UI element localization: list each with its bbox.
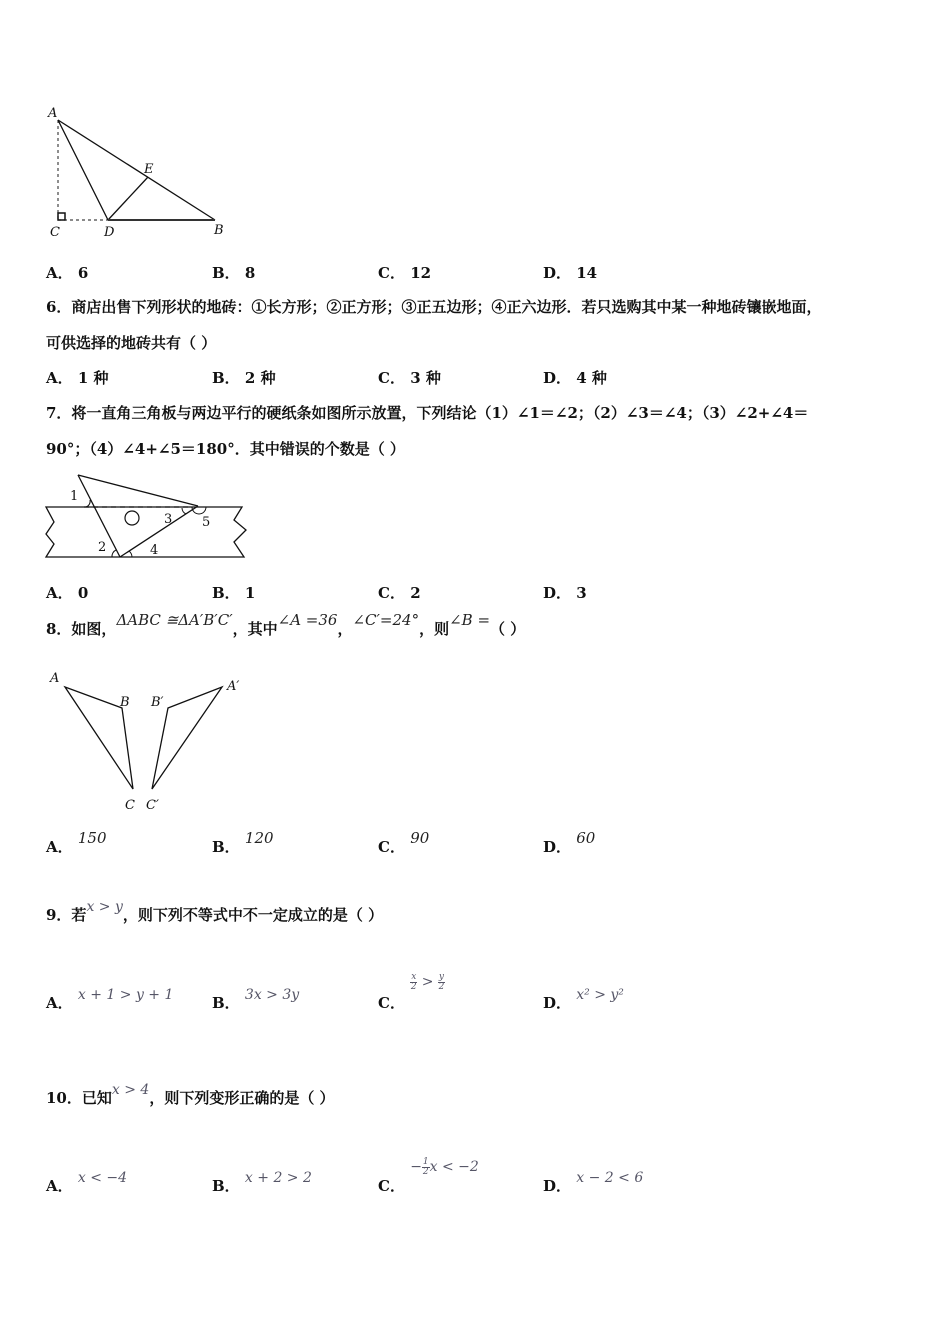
q5-label-e: E [144,162,154,177]
q10-condition: x > 4 [111,1082,150,1098]
q7-label-1: 1 [70,489,79,504]
q8-option-b[interactable]: B． 120 [212,829,274,856]
q5-option-a[interactable]: A． 6 [46,264,89,282]
q7-option-b[interactable]: B． 1 [212,584,256,602]
q7-option-c[interactable]: C． 2 [378,584,421,602]
q7-label-2: 2 [98,540,107,555]
q7-label-5: 5 [202,515,211,530]
q9-condition: x > y [86,899,123,915]
q8-option-d[interactable]: D． 60 [543,829,596,856]
q5-label-c: C [50,225,60,240]
q6-stem-line2: 可供选择的地砖共有（ ） [46,334,217,352]
q7-label-4: 4 [150,543,159,558]
q5-option-c[interactable]: C． 12 [378,264,432,282]
q6-option-d[interactable]: D． 4 种 [543,369,607,387]
q8-option-c[interactable]: C． 90 [378,829,430,856]
q5-label-d: D [104,225,115,240]
q8-label-c: C [125,798,135,813]
q10-stem: 10．已知x > 4，则下列变形正确的是（ ） [46,1082,335,1107]
q9-option-d[interactable]: D． x² > y² [543,987,624,1012]
q7-option-d[interactable]: D． 3 [543,584,587,602]
q8-angle-a: ∠A =36 [277,611,338,629]
q8-label-b: B [120,695,130,710]
q8-label-a: A [50,671,60,686]
q10-option-d[interactable]: D． x − 2 < 6 [543,1170,644,1195]
q5-triangle-figure [40,100,240,245]
q10-option-c[interactable]: C． − $\frac{1}{2}$ x < −2 [378,1156,479,1195]
q8-stem: 8．如图，ΔABC ≅ΔA′B′C′，其中∠A =36，∠C′=24°，则∠B =（ ） [46,611,526,638]
q8-angle-b: ∠B = [449,611,491,629]
q8-label-c-prime: C′ [146,798,159,813]
q6-option-c[interactable]: C． 3 种 [378,369,441,387]
q6-option-a[interactable]: A． 1 种 [46,369,109,387]
q5-label-b: B [214,223,224,238]
q5-option-d[interactable]: D． 14 [543,264,598,282]
q8-label-a-prime: A′ [227,679,240,694]
q9-option-b[interactable]: B． 3x > 3y [212,987,300,1012]
q8-angle-c: ∠C′=24° [352,611,420,629]
q8-congruent-triangles-figure [40,665,260,820]
q6-option-b[interactable]: B． 2 种 [212,369,276,387]
q7-stem-line1: 7．将一直角三角板与两边平行的硬纸条如图所示放置，下列结论（1）∠1＝∠2；（2）∠3＝∠4；（3）∠2+∠4＝ [46,404,809,422]
q6-stem-line1: 6．商店出售下列形状的地砖：①长方形；②正方形；③正五边形；④正六边形．若只选购其中某一种地砖镶嵌地面， [46,298,822,316]
q10-option-a[interactable]: A． x < −4 [46,1170,128,1195]
q9-stem: 9．若x > y，则下列不等式中不一定成立的是（ ） [46,899,384,924]
q8-option-a[interactable]: A． 150 [46,829,107,856]
q8-congruence: ΔABC ≅ΔA′B′C′ [116,611,233,629]
q7-option-a[interactable]: A． 0 [46,584,89,602]
q9-option-a[interactable]: A． x + 1 > y + 1 [46,987,174,1012]
q7-stem-line2: 90°；（4）∠4+∠5＝180°．其中错误的个数是（ ） [46,440,405,458]
q10-option-b[interactable]: B． x + 2 > 2 [212,1170,312,1195]
q8-label-b-prime: B′ [151,695,164,710]
q5-option-b[interactable]: B． 8 [212,264,256,282]
q7-ruler-triangle-figure [40,470,255,565]
q9-option-c[interactable]: C． $\frac{x}{2}$ > $\frac{y}{2}$ [378,971,445,1012]
q5-label-a: A [48,106,58,121]
q7-label-3: 3 [164,512,173,527]
